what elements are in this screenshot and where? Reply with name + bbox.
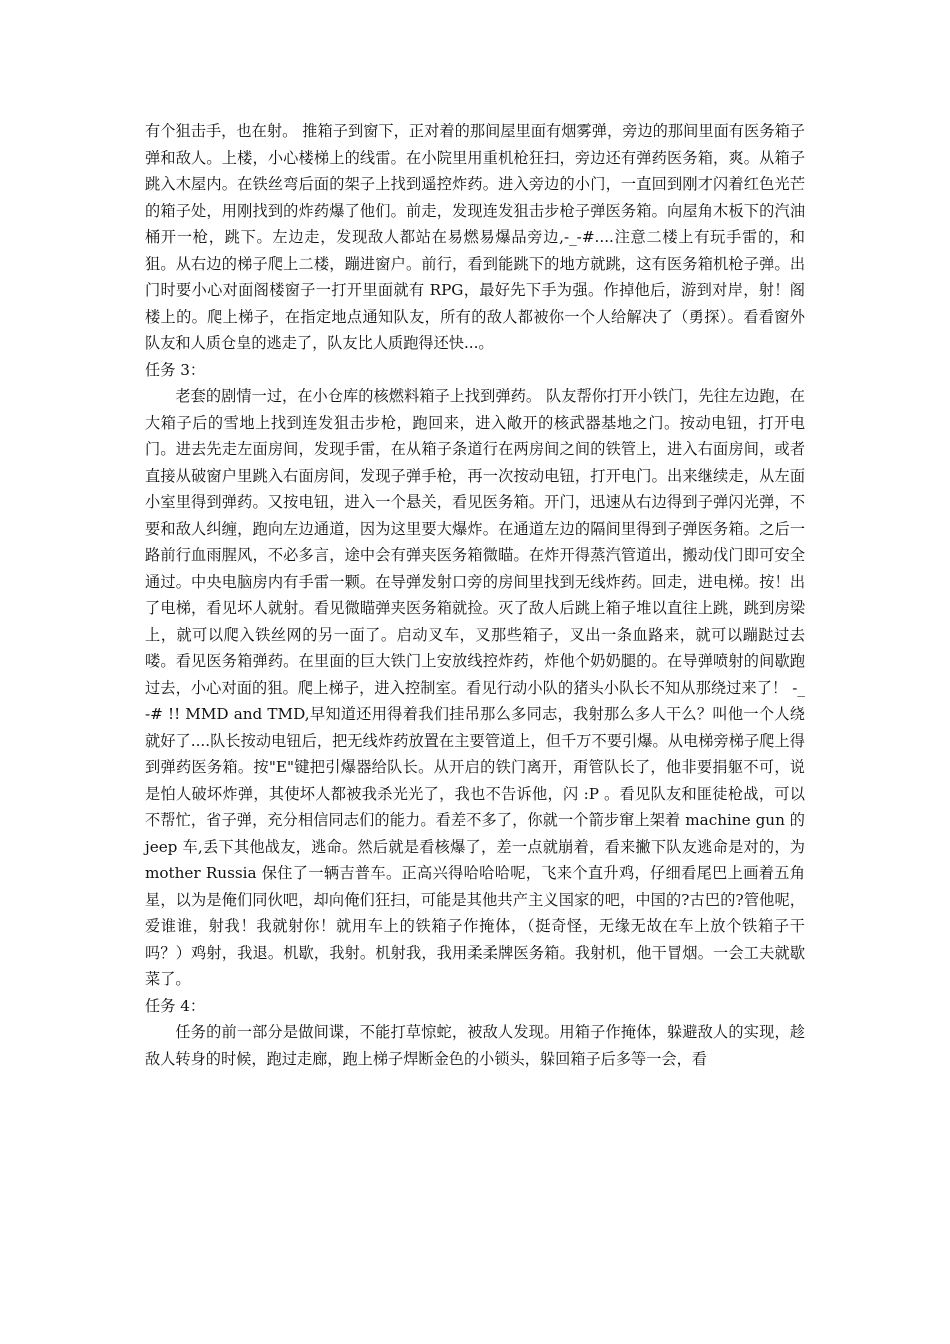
heading-mission-3: 任务 3： (145, 360, 206, 379)
document-body (145, 118, 805, 1072)
heading-mission-4: 任务 4： (145, 996, 206, 1015)
paragraph-mission-3: 老套的剧情一过，在小仓库的核燃料箱子上找到弹药。 队友帮你打开小铁门，先往左边跑，在大箱子后的雪地上找到连发狙击步枪，跑回来，进入敞开的核武器基地之门。按动电钮，打开电门。进去先走左面房间，发现手雷，在从箱子条道行在两房间之间的铁管上，进入右面房间，或者直接从破窗户里跳入右面房间，发现子弹手枪，再一次按动电钮，打开电门。出来继续走，从左面小室里得到弹药。又按电钮，进入一个悬关，看见医务箱。开门，迅速从右边得到子弹闪光弹，不要和敌人纠缠，跑向左边通道，因为这里要大爆炸。在通道左边的隔间里得到子弹医务箱。之后一路前行血雨腥风，不必多言，途中会有弹夹医务箱微瞄。在炸开得蒸汽管道出，搬动伐门即可安全通过。中央电脑房内有手雷一颗。在导弹发射口旁的房间里找到无线炸药。回走，进电梯。按！出了电梯，看见坏人就射。看见微瞄弹夹医务箱就捡。灭了敌人后跳上箱子堆以直往上跳，跳到房梁上，就可以爬入铁丝网的另一面了。启动叉车，叉那些箱子，叉出一条血路来，就可以蹦跶过去喽。看见医务箱弹药。在里面的巨大铁门上安放线控炸药，炸他个奶奶腿的。在导弹喷射的间歇跑过去，小心对面的狙。爬上梯子，进入控制室。看见行动小队的猪头小队长不知从那绕过来了！ -_-# !! MMD and TMD,早知道还用得着我们挂吊那么多同志，我射那么多人干么？叫他一个人绕就好了....队长按动电钮后，把无线炸药放置在主要管道上，但千万不要引爆。从电梯旁梯子爬上得到弹药医务箱。按"E"键把引爆器给队长。从开启的铁门离开，甭管队长了，他非要捐躯不可，说是怕人破坏炸弹，其使坏人都被我杀光光了，我也不告诉他，闪 :P 。看见队友和匪徒枪战，可以不帮忙，省子弹，充分相信同志们的能力。看差不多了，你就一个箭步窜上架着 machine gun 的 jeep 车,丢下其他战友，逃命。然后就是看核爆了，差一点就崩着，看来撇下队友逃命是对的，为 mother Russia 保住了一辆吉普车。正高兴得哈哈哈呢，飞来个直升鸡，仔细看尾巴上画着五角星，以为是俺们同伙吧，却向俺们狂扫，可能是其他共产主义国家的吧，中国的?古巴的?管他呢，爱谁谁，射我！我就射你！就用车上的铁箱子作掩体，（挺奇怪，无缘无故在车上放个铁箱子干吗？）鸡射，我退。机歇，我射。机射我，我用柔柔牌医务箱。我射机，他干冒烟。一会工夫就歇菜了。 (145, 387, 805, 988)
paragraph-mission-2-continued: 有个狙击手，也在射。 推箱子到窗下，正对着的那间屋里面有烟雾弹，旁边的那间里面有医务箱子弹和敌人。上楼，小心楼梯上的线雷。在小院里用重机枪狂扫，旁边还有弹药医务箱，爽。从箱子跳入木屋内。在铁丝弯后面的架子上找到遥控炸药。进入旁边的小门，一直回到刚才闪着红色光芒的箱子处，用刚找到的炸药爆了他们。前走，发现连发狙击步枪子弹医务箱。向屋角木板下的汽油桶开一枪，跳下。左边走，发现敌人都站在易燃易爆品旁边,-_-#....注意二楼上有玩手雷的，和狙。从右边的梯子爬上二楼，蹦进窗户。前行，看到能跳下的地方就跳，这有医务箱机枪子弹。出门时要小心对面阁楼窗子一打开里面就有 RPG，最好先下手为强。作掉他后，游到对岸，射！阁楼上的。爬上梯子，在指定地点通知队友，所有的敌人都被你一个人给解决了（勇探）。看看窗外队友和人质仓皇的逃走了，队友比人质跑得还快...。 (145, 122, 805, 352)
paragraph-mission-4: 任务的前一部分是做间谍，不能打草惊蛇，被敌人发现。用箱子作掩体，躲避敌人的实现，趁敌人转身的时候，跑过走廊，跑上梯子焊断金色的小锁头，躲回箱子后多等一会，看 (145, 1023, 805, 1068)
